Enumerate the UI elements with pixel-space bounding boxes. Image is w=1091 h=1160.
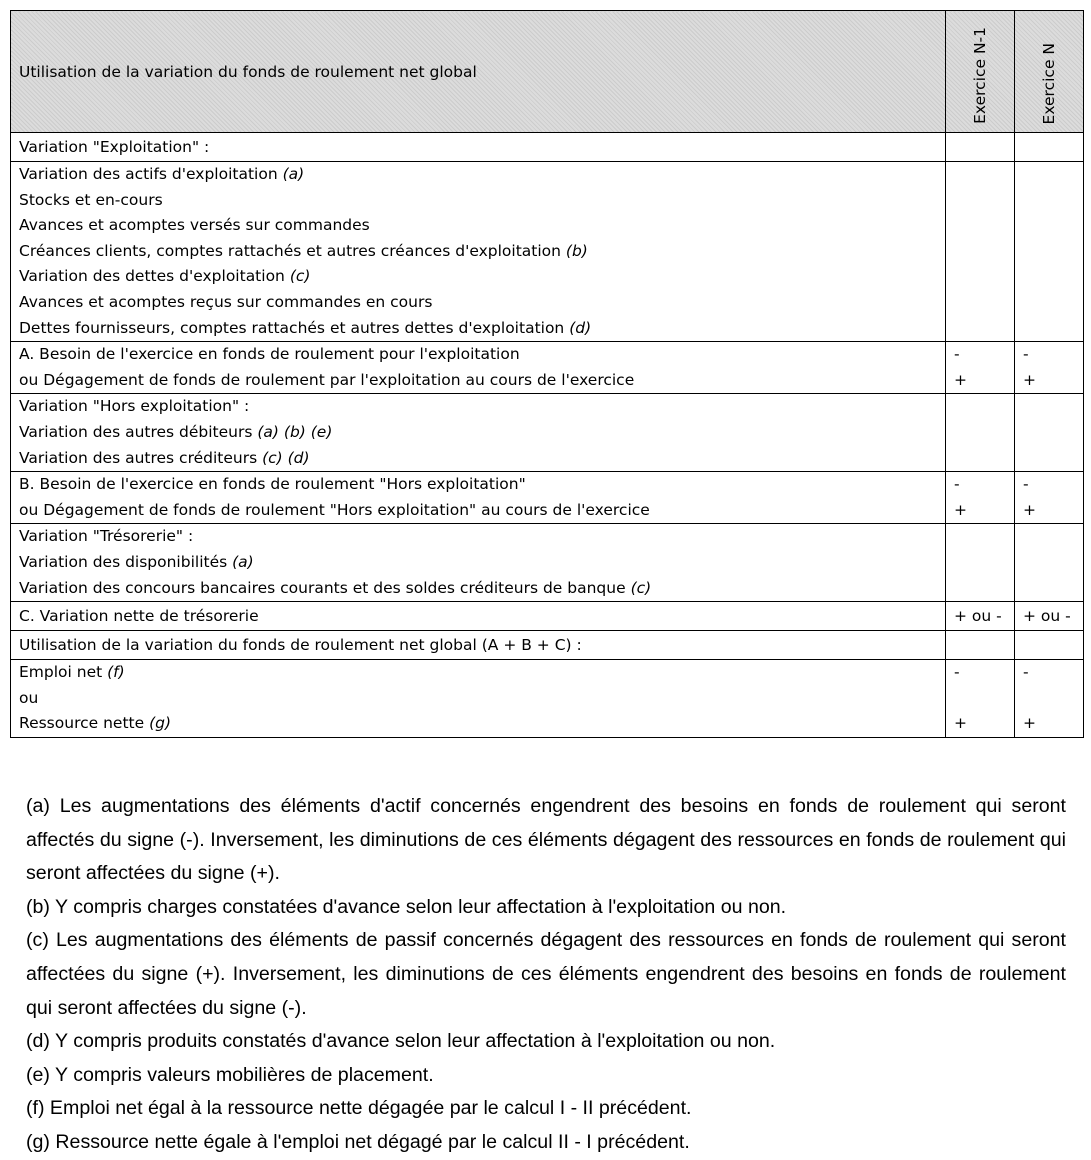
table-row (11, 472, 1084, 524)
row-line (19, 446, 945, 472)
row-line-text: Variation des disponibilités (19, 552, 233, 571)
row-line (19, 660, 945, 686)
row-line (19, 342, 945, 368)
sign-value: + (954, 500, 967, 519)
row-line (19, 239, 945, 265)
row-line-text: ou (19, 688, 39, 707)
row-line-text: A. Besoin de l'exercice en fonds de roulement pour l'exploitation (19, 345, 520, 364)
cell-exercice-n-1 (946, 472, 1015, 524)
row-line-text: C. Variation nette de trésorerie (19, 607, 259, 626)
table-row (11, 162, 1084, 342)
row-line-text: Variation des concours bancaires courants et des soldes créditeurs de banque (19, 578, 631, 597)
table-header-row (11, 11, 1084, 133)
cell-exercice-n-1 (946, 631, 1015, 660)
table-body (11, 133, 1084, 738)
row-label-cell (11, 133, 946, 162)
sign-value: - (1023, 345, 1029, 364)
footnote-reference: (a) (b) (e) (257, 422, 333, 441)
row-line (19, 686, 945, 712)
row-line-text: ou Dégagement de fonds de roulement "Hors exploitation" au cours de l'exercice (19, 500, 650, 519)
column-header-n-label: Exercice N (1040, 42, 1058, 124)
row-line (19, 524, 945, 550)
row-label-cell (11, 660, 946, 738)
row-label-cell (11, 524, 946, 602)
table-title: Utilisation de la variation du fonds de roulement net global (11, 11, 946, 133)
fund-variation-table (10, 10, 1084, 738)
sign-value (954, 394, 1014, 420)
row-line (19, 368, 945, 394)
column-header-n-1-label: Exercice N-1 (971, 27, 989, 124)
sign-value (1023, 524, 1083, 550)
table-row (11, 133, 1084, 162)
sign-value: + (954, 714, 967, 733)
sign-value: + (954, 370, 967, 389)
table-row (11, 342, 1084, 394)
table-row (11, 660, 1084, 738)
sign-value (954, 133, 1014, 161)
table-row (11, 631, 1084, 660)
sign-value (1023, 394, 1083, 420)
footnote-reference: (a) (282, 165, 305, 183)
row-label-cell (11, 162, 946, 342)
row-line (19, 631, 945, 659)
row-line (19, 213, 945, 239)
row-line-text: Variation des autres débiteurs (19, 422, 258, 441)
footnotes (26, 790, 1066, 1160)
footnote-reference: (g) (149, 714, 171, 733)
row-line-text: Variation "Exploitation" : (19, 138, 210, 156)
sign-value (954, 686, 1014, 712)
row-line-text: Avances et acomptes reçus sur commandes en cours (19, 292, 433, 311)
row-line-text: ou Dégagement de fonds de roulement par l'exploitation au cours de l'exercice (19, 370, 635, 389)
cell-exercice-n (1015, 162, 1084, 342)
sign-value: + (1023, 714, 1036, 733)
cell-exercice-n (1015, 133, 1084, 162)
cell-exercice-n (1015, 472, 1084, 524)
row-label-cell (11, 394, 946, 472)
row-line-text: Variation des actifs d'exploitation (19, 165, 283, 183)
footnote-reference: (c) (289, 267, 311, 286)
row-line (19, 290, 945, 316)
column-header-n-1 (946, 11, 1015, 133)
table-row (11, 394, 1084, 472)
sign-value: + ou - (1023, 607, 1071, 626)
cell-exercice-n (1015, 660, 1084, 738)
row-line-text: Variation "Hors exploitation" : (19, 397, 250, 416)
row-line-text: Variation "Trésorerie" : (19, 527, 194, 546)
row-line (19, 188, 945, 214)
row-line-text: Dettes fournisseurs, comptes rattachés et autres dettes d'exploitation (19, 318, 570, 337)
row-line-text: Ressource nette (19, 714, 150, 733)
sign-value (954, 524, 1014, 550)
footnote-reference: (f) (107, 663, 125, 682)
footnote-reference: (c) (d) (262, 448, 310, 467)
sign-value: - (954, 663, 960, 682)
row-line (19, 420, 945, 446)
footnote: (d) Y compris produits constatés d'avance selon leur affectation à l'exploitation ou non. (26, 1030, 776, 1053)
sign-value: + (1023, 500, 1036, 519)
row-label-cell (11, 472, 946, 524)
sign-value: - (1023, 663, 1029, 682)
footnote: (b) Y compris charges constatées d'avance selon leur affectation à l'exploitation ou non. (26, 895, 787, 918)
footnote: (g) Ressource nette égale à l'emploi net dégagé par le calcul II - I précédent. (26, 1130, 690, 1153)
row-line-text: Emploi net (19, 663, 108, 682)
cell-exercice-n (1015, 524, 1084, 602)
cell-exercice-n-1 (946, 660, 1015, 738)
footnote-reference: (a) (232, 552, 254, 571)
row-line (19, 394, 945, 420)
row-line-text: Créances clients, comptes rattachés et autres créances d'exploitation (19, 241, 566, 260)
cell-exercice-n-1 (946, 133, 1015, 162)
cell-exercice-n-1 (946, 162, 1015, 342)
footnote-reference: (d) (569, 318, 592, 337)
sign-value (954, 631, 1014, 659)
sign-value (1023, 133, 1083, 161)
sign-value (1023, 686, 1083, 712)
cell-exercice-n (1015, 631, 1084, 660)
cell-exercice-n-1 (946, 394, 1015, 472)
row-line-text: Variation des autres créditeurs (19, 448, 263, 467)
sign-value: + ou - (954, 607, 1002, 626)
row-line (19, 550, 945, 576)
sign-value (1023, 631, 1083, 659)
cell-exercice-n (1015, 394, 1084, 472)
footnote: (e) Y compris valeurs mobilières de placement. (26, 1063, 434, 1086)
cell-exercice-n-1 (946, 602, 1015, 631)
row-line (19, 472, 945, 498)
row-line-text: Stocks et en-cours (19, 190, 163, 209)
row-line (19, 264, 945, 290)
row-line (19, 711, 945, 737)
row-label-cell (11, 602, 946, 631)
row-line-text: Utilisation de la variation du fonds de roulement net global (A + B + C) : (19, 636, 582, 655)
cell-exercice-n-1 (946, 342, 1015, 394)
column-header-n (1015, 11, 1084, 133)
row-line-text: B. Besoin de l'exercice en fonds de roulement "Hors exploitation" (19, 475, 526, 494)
table-row (11, 524, 1084, 602)
row-label-cell (11, 631, 946, 660)
footnote: (f) Emploi net égal à la ressource nette dégagée par le calcul I - II précédent. (26, 1097, 692, 1120)
footnote-reference: (b) (565, 241, 588, 260)
sign-value (954, 162, 1014, 188)
sign-value: + (1023, 370, 1036, 389)
row-line-text: Variation des dettes d'exploitation (19, 267, 290, 286)
footnote-reference: (c) (630, 578, 652, 597)
row-line (19, 576, 945, 602)
footnote: (a) Les augmentations des éléments d'actif concernés engendrent des besoins en fonds de roulement qui seront affectés du signe (-). Inversement, les diminutions de ces éléments dégagent des ressources en fonds de roulement qui seront affectées du signe (+). (26, 795, 1066, 885)
row-label-cell (11, 342, 946, 394)
sign-value: - (954, 345, 960, 364)
sign-value (1023, 162, 1083, 188)
sign-value: - (954, 475, 960, 494)
sign-value: - (1023, 475, 1029, 494)
row-line (19, 602, 945, 630)
table-row (11, 602, 1084, 631)
footnote: (c) Les augmentations des éléments de passif concernés dégagent des ressources en fonds de roulement qui seront affectées du signe (+). Inversement, les diminutions de ces éléments engendrent des besoins en fonds de roulement qui seront affectées du signe (-). (26, 929, 1066, 1019)
cell-exercice-n (1015, 342, 1084, 394)
row-line (19, 316, 945, 342)
cell-exercice-n-1 (946, 524, 1015, 602)
row-line (19, 133, 945, 161)
row-line (19, 162, 945, 188)
cell-exercice-n (1015, 602, 1084, 631)
row-line (19, 498, 945, 524)
row-line-text: Avances et acomptes versés sur commandes (19, 216, 370, 235)
